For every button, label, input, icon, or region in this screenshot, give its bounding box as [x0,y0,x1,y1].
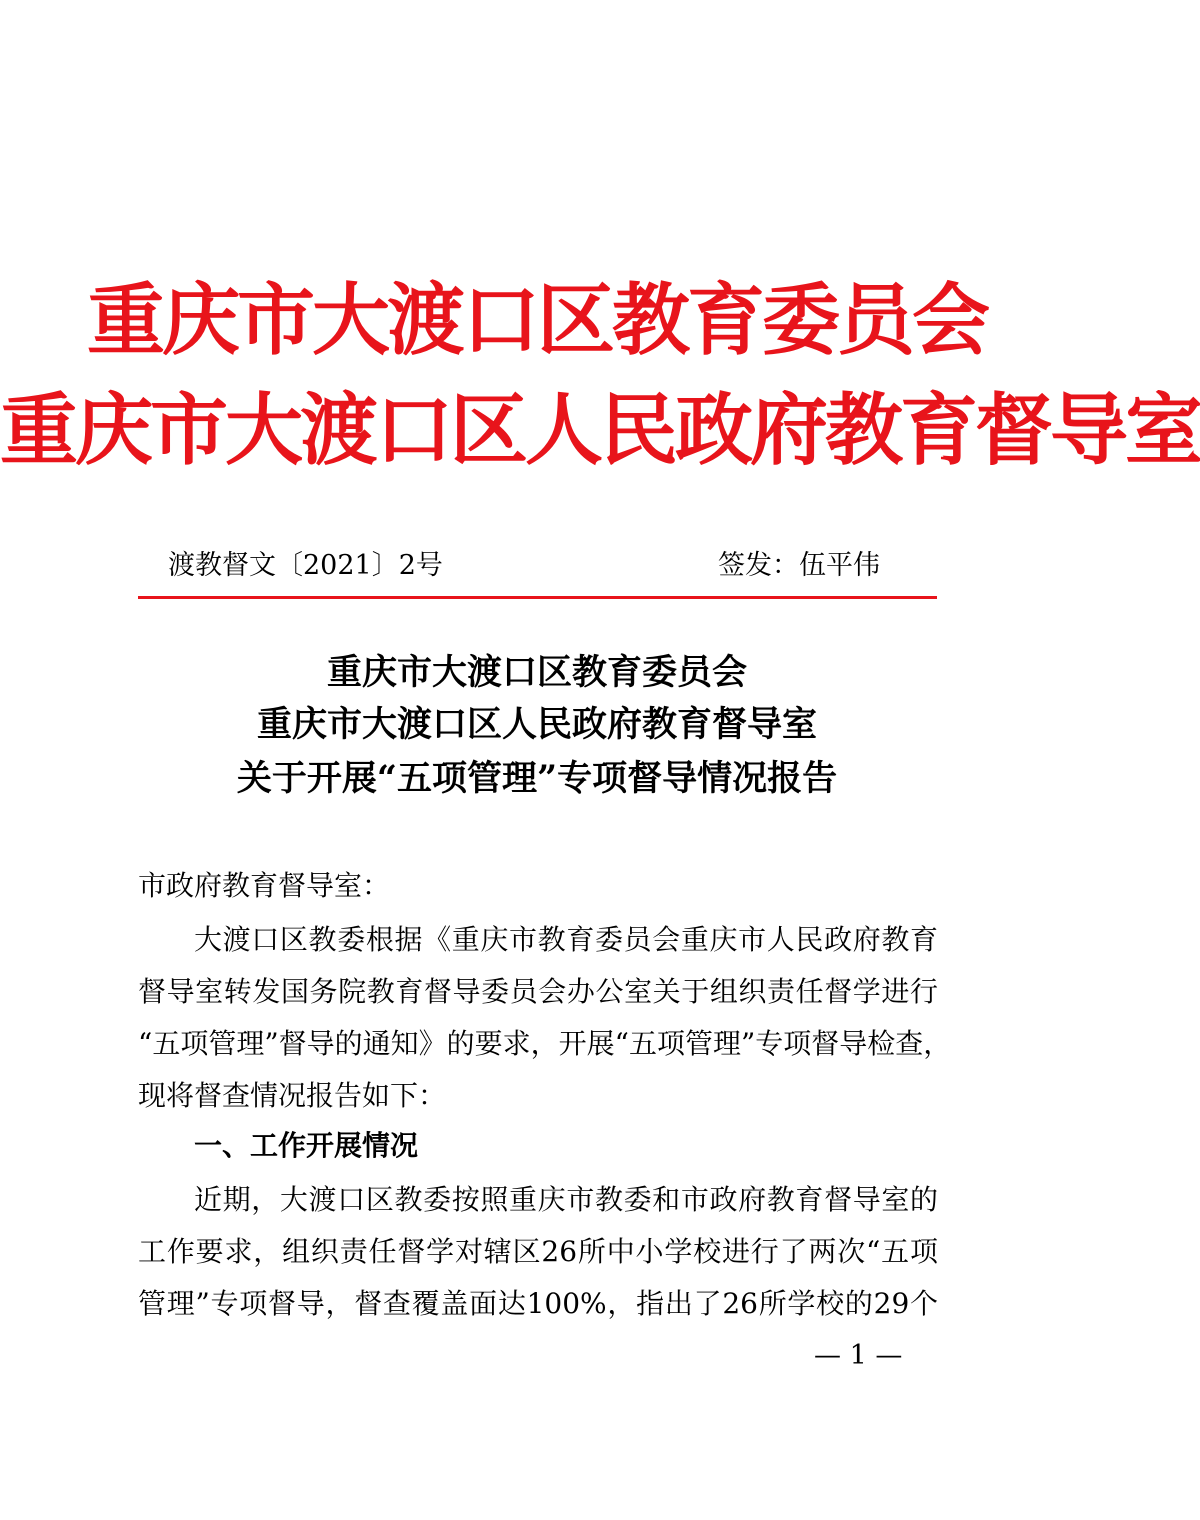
signer: 签发：伍平伟 [718,550,880,581]
section-heading-1: 一、工作开展情况 [194,1129,419,1162]
issuer-header-education-inspection-office: 重庆市大渡口区人民政府教育督导室 [0,386,1200,476]
paragraph-1-line-4: 现将督查情况报告如下： [138,1079,447,1112]
document-title-line-2: 重庆市大渡口区人民政府教育督导室 [256,704,817,745]
paragraph-1-line-1: 大渡口区教委根据《重庆市教育委员会重庆市人民政府教育 [194,923,938,956]
issuer-header-education-commission: 重庆市大渡口区教育委员会 [86,276,987,366]
paragraph-1-line-3: “五项管理”督导的通知》的要求，开展“五项管理”专项督导检查， [138,1027,952,1060]
page-number: — 1 — [814,1340,903,1371]
document-number: 渡教督文〔2021〕2号 [168,550,443,581]
paragraph-1-line-2: 督导室转发国务院教育督导委员会办公室关于组织责任督学进行 [138,975,938,1008]
salutation: 市政府教育督导室： [138,869,391,902]
paragraph-2-line-1: 近期，大渡口区教委按照重庆市教委和市政府教育督导室的 [194,1183,938,1216]
document-title-line-1: 重庆市大渡口区教育委员会 [326,652,747,693]
paragraph-2-line-2: 工作要求，组织责任督学对辖区26所中小学校进行了两次“五项 [138,1235,938,1268]
red-separator-line [138,596,937,599]
document-title-line-3: 关于开展“五项管理”专项督导情况报告 [236,758,838,799]
paragraph-2-line-3: 管理”专项督导，督查覆盖面达100%，指出了26所学校的29个 [138,1287,938,1320]
